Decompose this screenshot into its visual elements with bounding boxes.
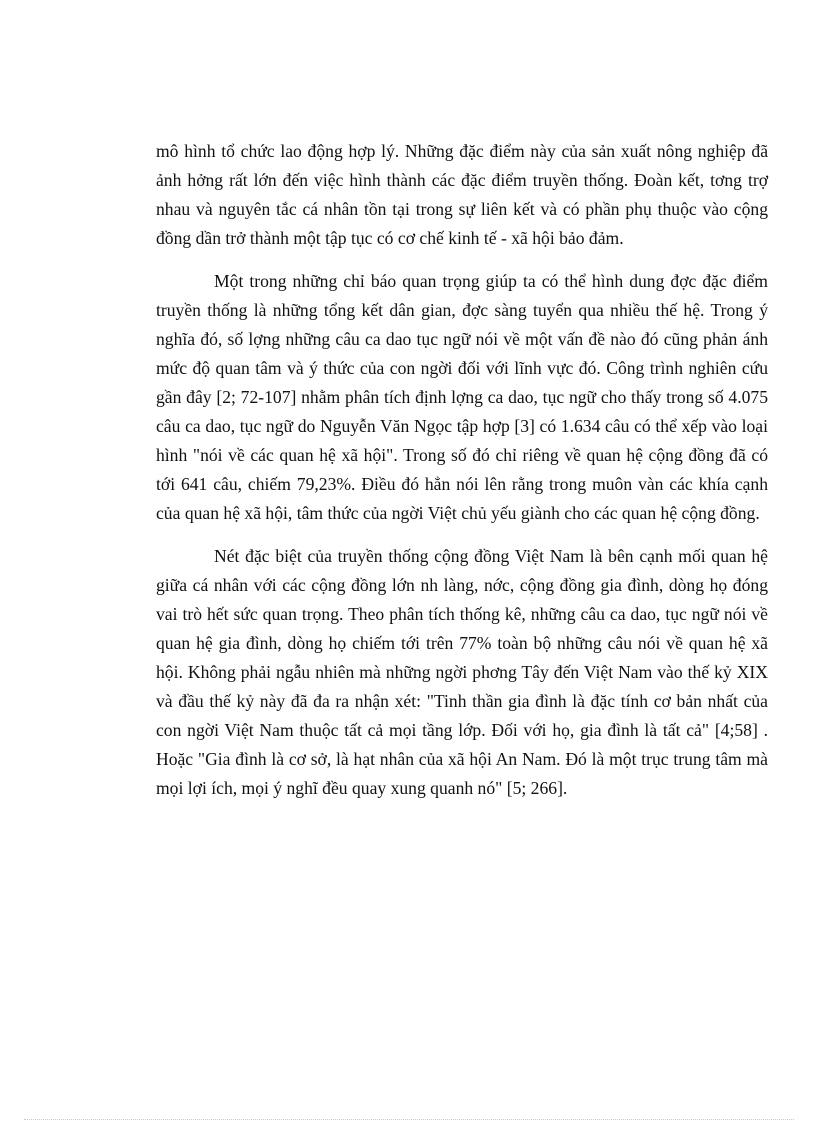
page-bottom-divider <box>24 1119 794 1120</box>
paragraph-1: mô hình tổ chức lao động hợp lý. Những đặc điểm này của sản xuất nông nghiệp đã ảnh hởng rất lớn đến việc hình thành các đặc điểm truyền thống. Đoàn kết, tơng trợ nhau và nguyên tắc cá nhân tồn tại trong sự liên kết và có phần phụ thuộc vào cộng đồng dần trở thành một tập tục có cơ chế kinh tế - xã hội bảo đảm. <box>156 141 768 248</box>
body-text <box>156 137 768 817</box>
paragraph-3: Nét đặc biệt của truyền thống cộng đồng Việt Nam là bên cạnh mối quan hệ giữa cá nhân với các cộng đồng lớn nh làng, nớc, cộng đồng gia đình, dòng họ đóng vai trò hết sức quan trọng. Theo phân tích thống kê, những câu ca dao, tục ngữ nói về quan hệ gia đình, dòng họ chiếm tới trên 77% toàn bộ những câu nói về quan hệ xã hội. Không phải ngẫu nhiên mà những ngời phơng Tây đến Việt Nam vào thế kỷ XIX và đầu thế kỷ này đã đa ra nhận xét: "Tinh thần gia đình là đặc tính cơ bản nhất của con ngời Việt Nam thuộc tất cả mọi tầng lớp. Đối với họ, gia đình là tất cả" [4;58] . Hoặc "Gia đình là cơ sở, là hạt nhân của xã hội An Nam. Đó là một trục trung tâm mà mọi lợi ích, mọi ý nghĩ đều quay xung quanh nó" [5; 266]. <box>156 546 768 798</box>
paragraph-2: Một trong những chỉ báo quan trọng giúp ta có thể hình dung đợc đặc điểm truyền thống là những tổng kết dân gian, đợc sàng tuyển qua nhiều thế hệ. Trong ý nghĩa đó, số lợng những câu ca dao tục ngữ nói về một vấn đề nào đó cũng phản ánh mức độ quan tâm và ý thức của con ngời đối với lĩnh vực đó. Công trình nghiên cứu gần đây [2; 72-107] nhằm phân tích định lợng ca dao, tục ngữ cho thấy trong số 4.075 câu ca dao, tục ngữ do Nguyễn Văn Ngọc tập hợp [3] có 1.634 câu có thể xếp vào loại hình "nói về các quan hệ xã hội". Trong số đó chỉ riêng về quan hệ cộng đồng đã có tới 641 câu, chiếm 79,23%. Điều đó hẳn nói lên rằng trong muôn vàn các khía cạnh của quan hệ xã hội, tâm thức của ngời Việt chủ yếu giành cho các quan hệ cộng đồng. <box>156 271 768 523</box>
